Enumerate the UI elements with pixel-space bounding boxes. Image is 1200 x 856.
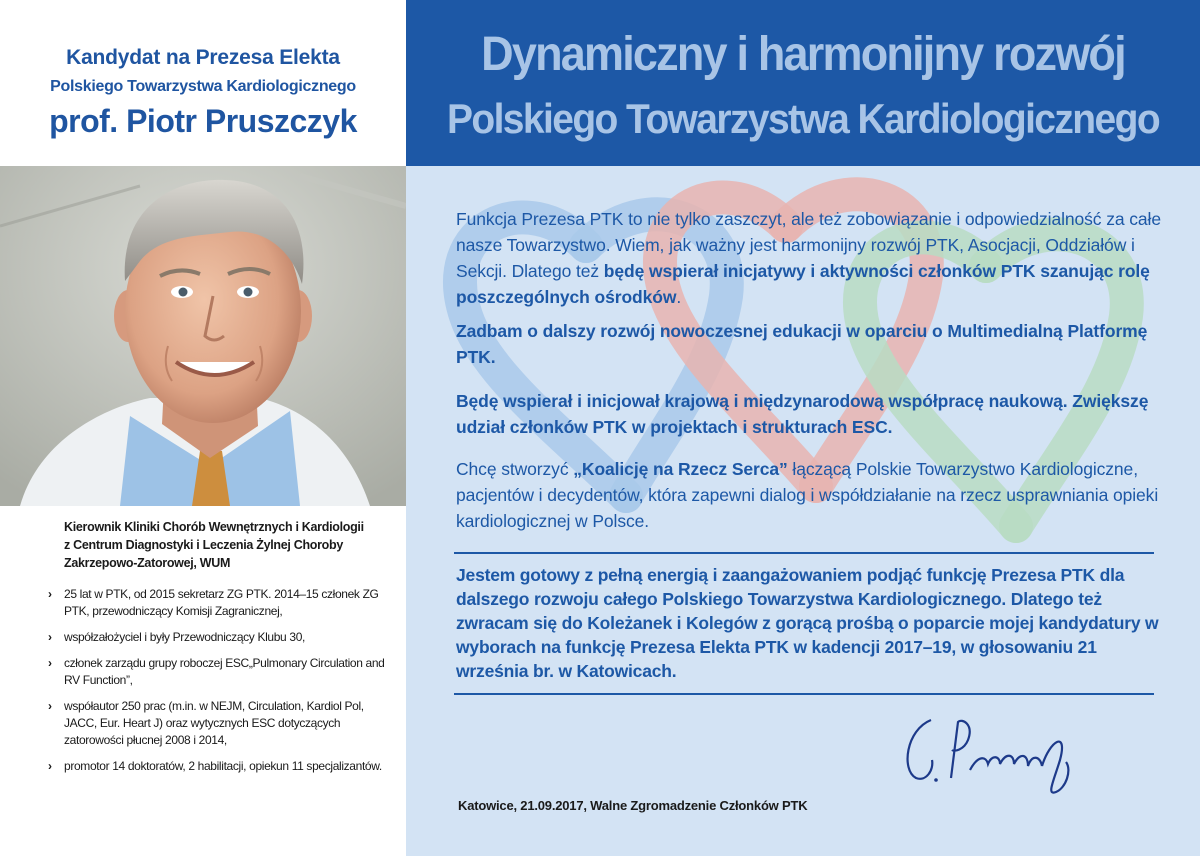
paragraph-text: łączącą Polskie Towarzystwo Kardiologiczne, pacjentów i decydentów, która zapewni dialog i współdziałanie na rzecz usprawniania opieki kardiologicznej w Polsce.: [456, 459, 1159, 531]
divider: [454, 552, 1154, 554]
chevron-right-icon: ›: [48, 587, 52, 601]
list-item: [48, 629, 398, 646]
program-column: [406, 0, 1200, 856]
list-item-text: członek zarządu grupy roboczej ESC„Pulmonary Circulation and RV Function”,: [64, 656, 385, 687]
banner-title-line1: Dynamiczny i harmonijny rozwój: [481, 25, 1125, 81]
list-item: [48, 655, 398, 689]
list-item: [48, 698, 398, 749]
program-paragraph-4: [456, 456, 1166, 534]
program-paragraph-2: Zadbam o dalszy rozwój nowoczesnej edukacji w oparciu o Multimedialną Platformę PTK.: [456, 321, 1148, 367]
affiliation-line1: Kierownik Kliniki Chorób Wewnętrznych i Kardiologii: [64, 520, 364, 534]
paragraph-emphasis: będę wspierał inicjatywy i aktywności członków PTK szanując rolę poszczególnych ośrodków: [456, 261, 1150, 307]
program-paragraph-3: Będę wspierał i inicjował krajową i międzynarodową współpracę naukową. Zwiększę udział członków PTK w projektach i strukturach ESC.: [456, 391, 1149, 437]
affiliation-line2: z Centrum Diagnostyki i Leczenia Żylnej Choroby: [64, 538, 344, 552]
paragraph-emphasis: „Koalicję na Rzecz Serca”: [573, 459, 788, 479]
program-paragraph-1: [456, 206, 1166, 310]
list-item: [48, 586, 398, 620]
place-date-line: Katowice, 21.09.2017, Walne Zgromadzenie Członków PTK: [458, 798, 808, 813]
candidate-role-line2: Polskiego Towarzystwa Kardiologicznego: [50, 78, 356, 95]
closing-appeal: Jestem gotowy z pełną energią i zaangażowaniem podjąć funkcję Prezesa PTK dla dalszego rozwoju całego Polskiego Towarzystwa Kardiologicznego. Dlatego też zwracam się do Koleżanek i Kolegów z gorącą prośbą o poparcie mojej kandydatury w wyborach na funkcję Prezesa Elekta PTK w kadencji 2017–19, w głosowaniu 21 września br. w Katowicach.: [456, 565, 1159, 681]
candidate-header: [0, 0, 406, 166]
chevron-right-icon: ›: [48, 699, 52, 713]
banner-title-line2: Polskiego Towarzystwa Kardiologicznego: [446, 96, 1160, 143]
divider: [454, 693, 1154, 695]
chevron-right-icon: ›: [48, 630, 52, 644]
chevron-right-icon: ›: [48, 759, 52, 773]
list-item-text: 25 lat w PTK, od 2015 sekretarz ZG PTK. 2014–15 członek ZG PTK, przewodniczący Komisji Zagranicznej,: [64, 587, 379, 618]
candidate-column: [0, 0, 406, 856]
achievements-list: [48, 586, 398, 784]
candidate-role-line1: Kandydat na Prezesa Elekta: [66, 46, 340, 69]
candidate-affiliation: [64, 518, 394, 572]
list-item-text: współzałożyciel i były Przewodniczący Klubu 30,: [64, 630, 305, 644]
paragraph-text: Chcę stworzyć: [456, 459, 574, 479]
list-item-text: promotor 14 doktoratów, 2 habilitacji, opiekun 11 specjalizantów.: [64, 759, 382, 773]
paragraph-text: Funkcja Prezesa PTK to nie tylko zaszczyt, ale też zobowiązanie i odpowiedzialność za całe nasze Towarzystwo. Wiem, jak ważny jest harmonijny rozwój PTK, Asocjacji, Oddziałów i Sekcji. Dlatego też: [456, 209, 1161, 281]
paragraph-text: .: [676, 287, 682, 307]
list-item: [48, 758, 398, 775]
title-banner: [406, 0, 1200, 166]
affiliation-line3: Zakrzepowo-Zatorowej, WUM: [64, 556, 231, 570]
list-item-text: współautor 250 prac (m.in. w NEJM, Circulation, Kardiol Pol, JACC, Eur. Heart J) oraz wytycznych ESC dotyczących zatorowości płucnej 2008 i 2014,: [64, 699, 364, 747]
signature-icon: [896, 700, 1096, 800]
candidate-name: prof. Piotr Pruszczyk: [49, 103, 357, 139]
chevron-right-icon: ›: [48, 656, 52, 670]
candidate-portrait: [0, 166, 406, 506]
